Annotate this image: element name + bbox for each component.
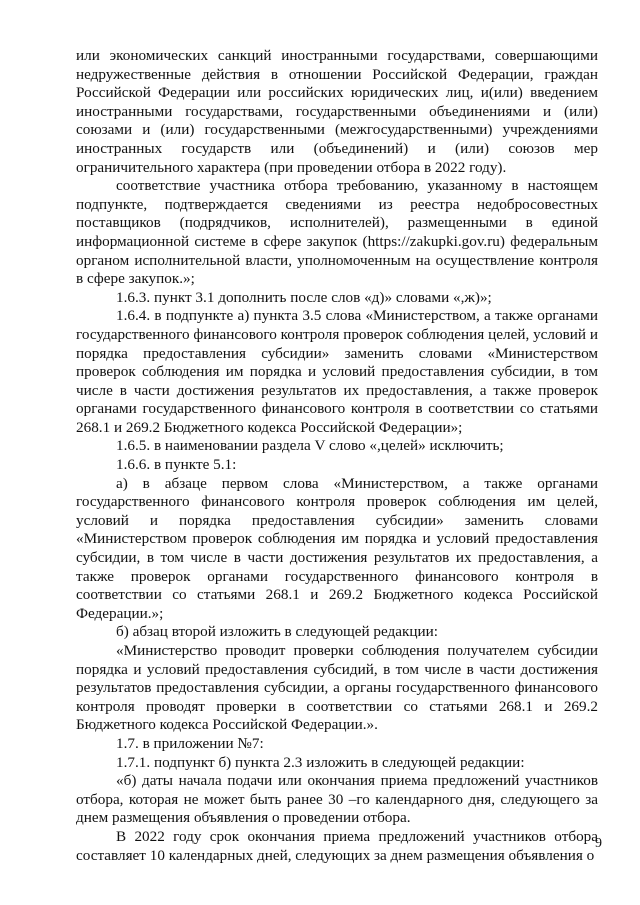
paragraph-submission-dates: «б) даты начала подачи или окончания приема предложений участников отбора, которая не может быть ранее 30 –го календарного дня, следующего за днем размещения объявления о проведении отбора. xyxy=(76,772,598,827)
paragraph-sanctions-continuation: или экономических санкций иностранными государствами, совершающими недружественные действия в отношении Российской Федерации, граждан Российской Федерации или российских юридических лиц, и(или) введением иностранными государствами, государственными объединениями и (или) союзами и (или) государственными (межгосударственными) учреждениями иностранных государств или (объединений) и (или) союзов мер ограничительного характера (при проведении отбора в 2022 году). xyxy=(76,47,598,176)
paragraph-2022-deadline: В 2022 году срок окончания приема предложений участников отбора составляет 10 календарных дней, следующих за днем размещения объявления о xyxy=(76,827,598,864)
paragraph-1-7: 1.7. в приложении №7: xyxy=(116,734,264,752)
page-number: 9 xyxy=(595,836,602,851)
paragraph-1-7-1: 1.7.1. подпункт б) пункта 2.3 изложить в следующей редакции: xyxy=(116,753,525,771)
document-body xyxy=(76,47,598,865)
paragraph-1-6-5: 1.6.5. в наименовании раздела V слово «,целей» исключить; xyxy=(116,437,504,455)
paragraph-1-6-6-a: а) в абзаце первом слова «Министерством, а также органами государственного финансового контроля проверок соблюдения им целей, условий и порядка предоставления субсидии» заменить словами «Министерством проверок соблюдения им порядка и условий предоставления субсидии, в том числе в части достижения результатов их предоставления, а также проверок органами государственного финансового контроля в соответствии со статьями 268.1 и 269.2 Бюджетного кодекса Российской Федерации.»; xyxy=(76,474,598,622)
paragraph-ministry-inspections: «Министерство проводит проверки соблюдения получателем субсидии порядка и условий предоставления субсидий, в том числе в части достижения результатов предоставления субсидии, а органы государственного финансового контроля проводят проверки в соответствии со статьями 268.1 и 269.2 Бюджетного кодекса Российской Федерации.». xyxy=(76,642,598,734)
paragraph-1-6-3: 1.6.3. пункт 3.1 дополнить после слов «д)» словами «,ж)»; xyxy=(116,288,492,306)
paragraph-1-6-4: 1.6.4. в подпункте а) пункта 3.5 слова «Министерством, а также органами государственного финансового контроля проверок соблюдения целей, условий и порядка предоставления субсидии» заменить словами «Министерством проверок соблюдения им порядка и условий предоставления субсидии, в том числе в части достижения результатов их предоставления, а также проверок органами государственного финансового контроля в соответствии со статьями 268.1 и 269.2 Бюджетного кодекса Российской Федерации»; xyxy=(76,307,598,436)
paragraph-1-6-6: 1.6.6. в пункте 5.1: xyxy=(116,456,237,474)
paragraph-compliance-requirement: соответствие участника отбора требованию, указанному в настоящем подпункте, подтверждается сведениями из реестра недобросовестных поставщиков (подрядчиков, исполнителей), размещенными в единой информационной системе в сфере закупок (https://zakupki.gov.ru) федеральным органом исполнительной власти, уполномоченным на осуществление контроля в сфере закупок.»; xyxy=(76,177,598,288)
paragraph-1-6-6-b: б) абзац второй изложить в следующей редакции: xyxy=(116,623,438,641)
